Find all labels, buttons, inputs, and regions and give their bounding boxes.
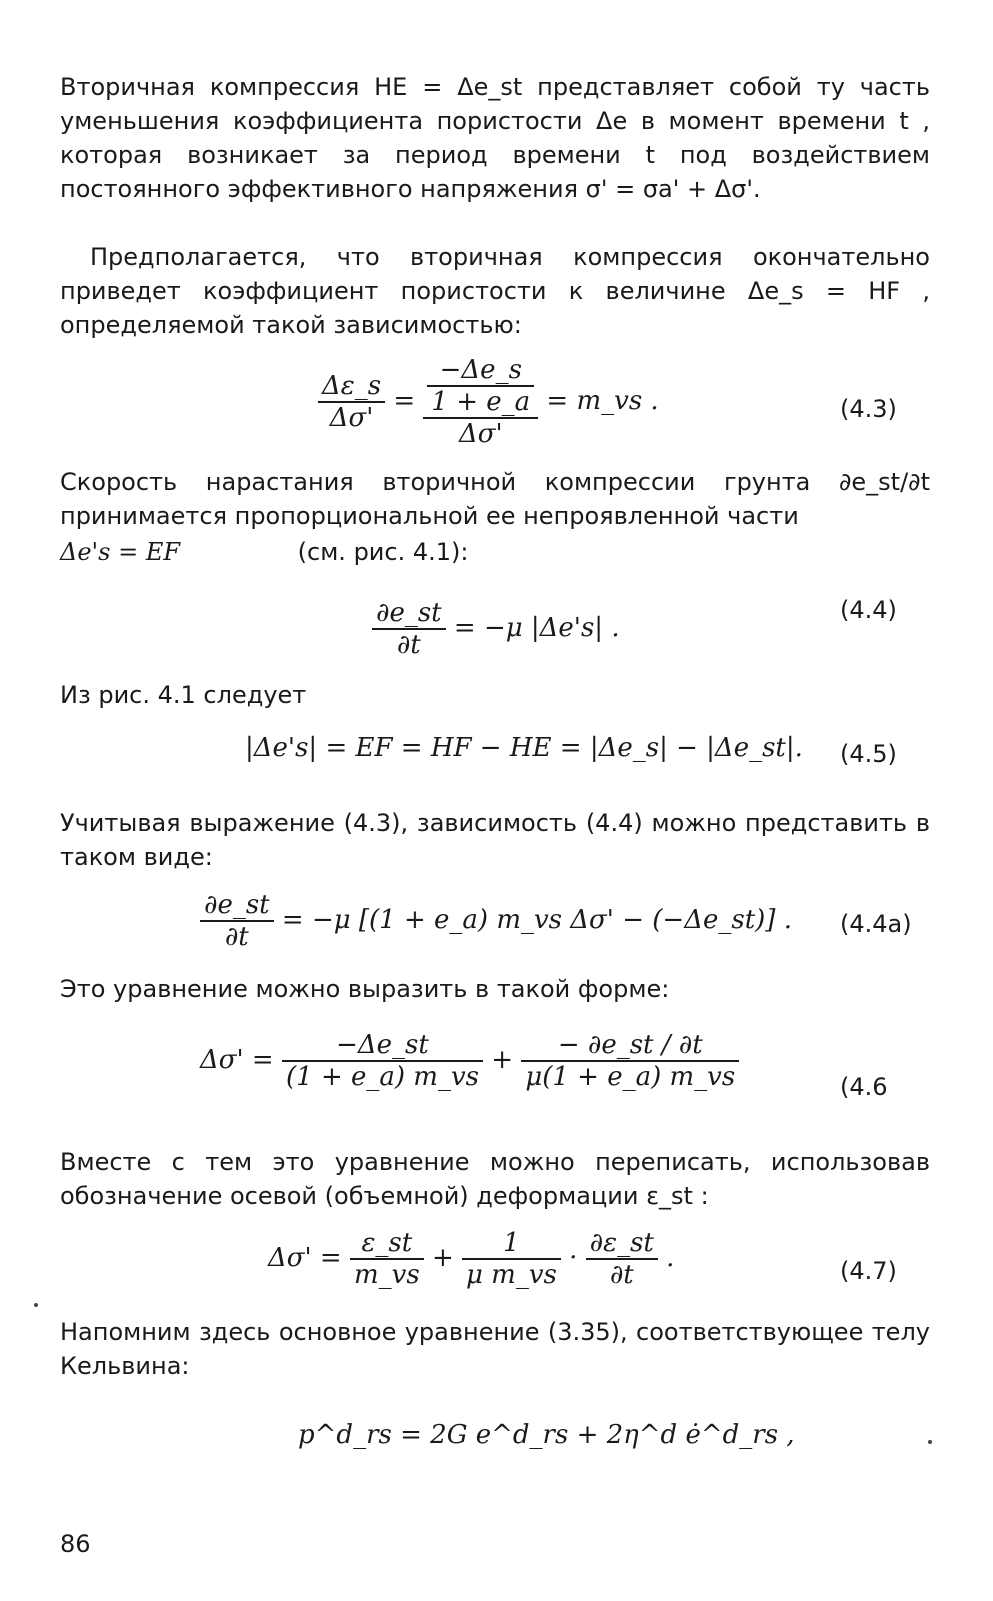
paragraph-text: Вторичная компрессия HE = Δe_st представляет собой ту часть уменьшения коэффициента пористости Δe в момент времени t , которая возникает за период времени t под воздействием постоянного эффективного напряжения σ' = σa' + Δσ'.	[60, 73, 930, 203]
figure-reference: (см. рис. 4.1):	[297, 538, 469, 566]
equation-label: (4.4a)	[840, 910, 912, 938]
paragraph-rate-cont	[60, 535, 930, 569]
fraction: $\frac{\frac{-\Delta e\_s}{1 + e\_a}}{\Delta\sigma'}$	[423, 355, 538, 449]
page-number: 86	[60, 1530, 91, 1558]
margin-dot	[928, 1440, 932, 1444]
paragraph-kelvin	[60, 1315, 930, 1383]
paragraph-rewrite	[60, 1145, 930, 1213]
paragraph-text: Из рис. 4.1 следует	[60, 681, 307, 709]
equation-kelvin: p^d_rs = 2G e^d_rs + 2η^d ė^d_rs ,	[298, 1420, 795, 1450]
paragraph-assumption	[60, 240, 930, 342]
equation-label: (4.5)	[840, 740, 897, 768]
equation-4-3: $\frac{\Delta\varepsilon\_s}{\Delta\sigma'}$ = $\frac{\frac{-\Delta e\_s}{1 + e\_a}}{\Delta\sigma'}$ = m_vs .	[318, 355, 659, 449]
expression: Δe's = EF	[60, 538, 180, 566]
fraction: $\frac{\Delta\varepsilon\_s}{\Delta\sigma'}$	[318, 371, 385, 433]
paragraph-rate	[60, 465, 930, 533]
paragraph-text: Предполагается, что вторичная компрессия окончательно приведет коэффициент пористости к величине Δe_s = HF , определяемой такой зависимостью:	[60, 243, 930, 339]
paragraph-from-figure	[60, 678, 930, 712]
equation-label: (4.3)	[840, 395, 897, 423]
paragraph-express	[60, 972, 930, 1006]
equation-4-7: Δσ' = $\frac{\varepsilon\_st}{m\_vs}$ + $\frac{1}{\text{μ m\_vs}}$ · $\frac{\partial\varepsilon\_st}{\partial t}$ .	[268, 1228, 675, 1290]
equation-label: (4.6	[840, 1073, 888, 1101]
equation-4-4: $\frac{\partial e\_st}{\partial t}$ = −μ |Δe's| .	[372, 598, 620, 660]
paragraph-text: Напомним здесь основное уравнение (3.35), соответствующее телу Кельвина:	[60, 1318, 930, 1380]
paragraph-considering	[60, 806, 930, 874]
paragraph-text: Вместе с тем это уравнение можно переписать, использовав обозначение осевой (объемной) деформации ε_st :	[60, 1148, 930, 1210]
margin-dot	[34, 1303, 38, 1307]
paragraph-text: Учитывая выражение (4.3), зависимость (4.4) можно представить в таком виде:	[60, 809, 930, 871]
equation-4-5: |Δe's| = EF = HF − HE = |Δe_s| − |Δe_st|.	[245, 733, 803, 763]
equation-label: (4.4)	[840, 596, 897, 624]
equation-4-6: Δσ' = $\frac{-\Delta e\_st}{(1 + e\_a) m\_vs}$ + $\frac{- \partial e\_st / \partial t}{\mu(1 + e\_a) m\_vs}$	[200, 1030, 739, 1092]
paragraph-text: Скорость нарастания вторичной компрессии грунта ∂e_st/∂t принимается пропорциональной ее непроявленной части	[60, 468, 930, 530]
paragraph-secondary-compression	[60, 70, 930, 206]
paragraph-text: Это уравнение можно выразить в такой форме:	[60, 975, 670, 1003]
equation-label: (4.7)	[840, 1257, 897, 1285]
equation-4-4a: $\frac{\partial e\_st}{\partial t}$ = −μ [(1 + e_a) m_vs Δσ' − (−Δe_st)] .	[200, 890, 792, 952]
